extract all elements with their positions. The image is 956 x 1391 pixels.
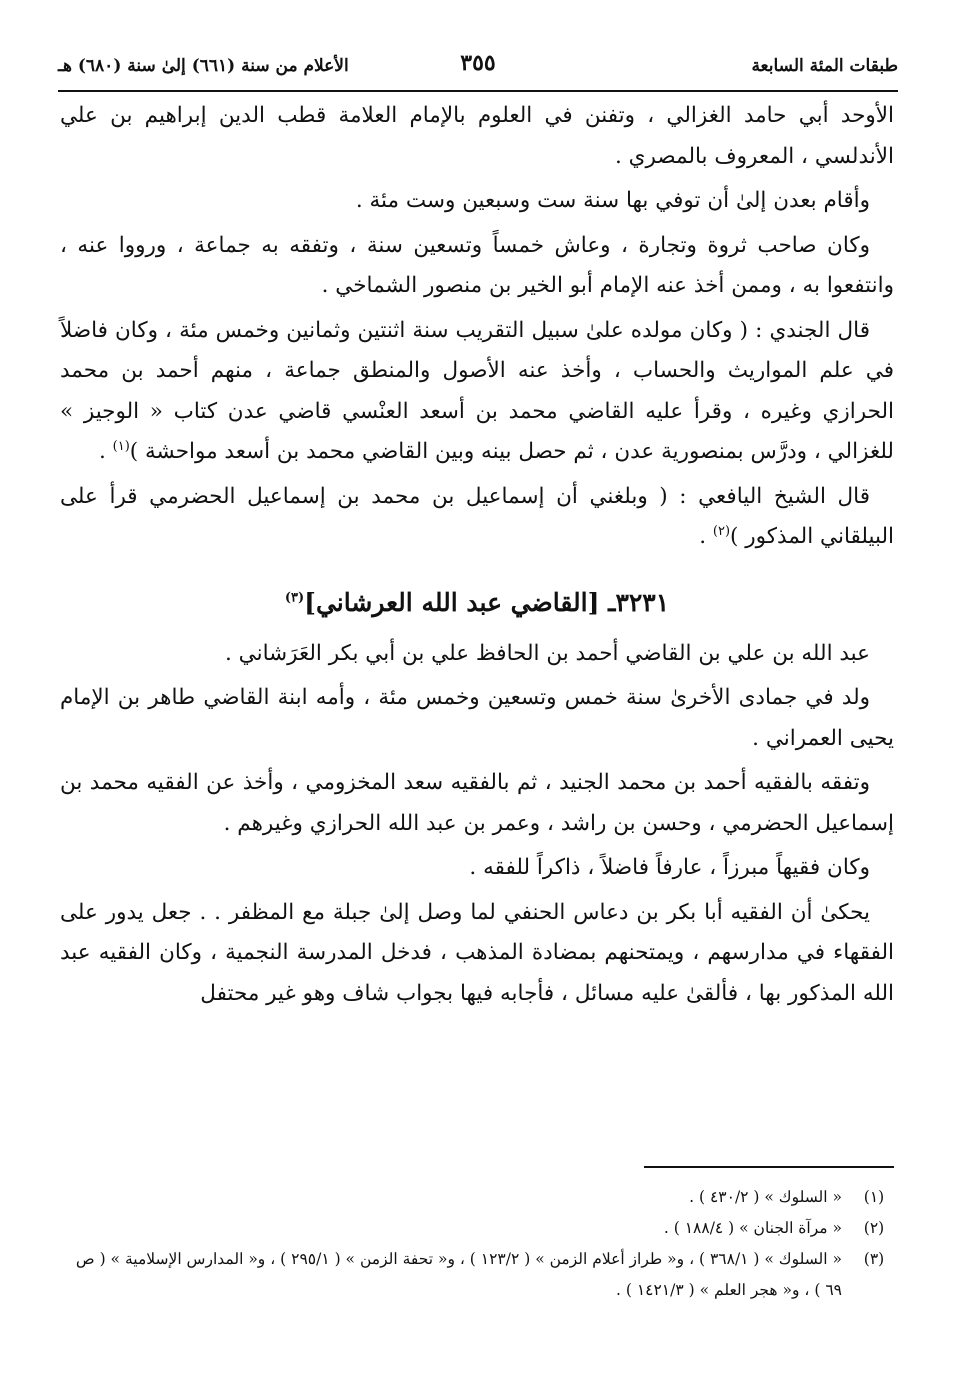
paragraph-1: الأوحد أبي حامد الغزالي ، وتفنن في العلوم بالإمام العلامة قطب الدين إبراهيم بن علي الأندلسي ، المعروف بالمصري . (60, 103, 894, 169)
page-number: ٣٥٥ (460, 50, 496, 76)
footnote-text: « السلوك » ( ٤٣٠/٢ ) . (689, 1188, 842, 1206)
paragraph-8: وتفقه بالفقيه أحمد بن محمد الجنيد ، ثم بالفقيه سعد المخزومي ، وأخذ عن الفقيه محمد بن إسماعيل الحضرمي ، وحسن بن راشد ، وعمر بن عبد الله الحرازي وغيرهم . (60, 770, 894, 836)
paragraph-4 (60, 311, 894, 473)
footnote-ref-3[interactable]: (٣) (284, 590, 305, 606)
header-range-title: الأعلام من سنة (٦٦١) إلىٰ سنة (٦٨٠) هـ (58, 56, 349, 76)
footnote-text: « السلوك » ( ٣٦٨/١ ) ، و« طراز أعلام الزمن » ( ١٢٣/٢ ) ، و« تحفة الزمن » ( ٢٩٥/١ ) ، و« المدارس الإسلامية » ( ص ٦٩ ) ، و« هجر العلم » ( ١٤٢١/٣ ) . (75, 1250, 842, 1299)
footnotes (58, 1182, 894, 1306)
paragraph-10: يحكىٰ أن الفقيه أبا بكر بن دعاس الحنفي لما وصل إلىٰ جبلة مع المظفر . . جعل يدور على الفقهاء في مدارسهم ، ويمتحنهم بمضادة المذهب ، فدخل المدرسة النجمية ، وكان الفقيه عبد الله المذكور بها ، فألقىٰ عليه مسائل ، فأجابه فيها بجواب شاف وهو غير محتفل (60, 899, 894, 1006)
footnote-divider (644, 1166, 894, 1168)
entry-heading (60, 584, 894, 622)
paragraph-7: ولد في جمادى الأخرىٰ سنة خمس وتسعين وخمس مئة ، وأمه ابنة القاضي طاهر بن الإمام يحيى العمراني . (60, 685, 894, 751)
paragraph-6: عبد الله بن علي بن القاضي أحمد بن الحافظ علي بن أبي بكر العَرَشاني . (225, 640, 870, 666)
paragraph-5-end: . (699, 524, 713, 549)
paragraph-5 (60, 477, 894, 558)
running-header (58, 50, 898, 92)
footnote-ref-2[interactable]: (٢) (712, 523, 731, 539)
footnote-number: (٢) (863, 1219, 885, 1237)
footnote-number: (١) (863, 1188, 885, 1206)
footnote-ref-1[interactable]: (١) (112, 438, 130, 454)
paragraph-5-text: قال الشيخ اليافعي : ( وبلغني أن إسماعيل بن محمد بن إسماعيل الحضرمي قرأ على البيلقاني المذكور ) (60, 483, 894, 549)
main-text (60, 96, 894, 1018)
entry-heading-text: ٣٢٣١ـ [القاضي عبد الله العرشاني] (304, 587, 670, 617)
footnote-1 (58, 1182, 894, 1213)
paragraph-4-text: قال الجندي : ( وكان مولده علىٰ سبيل التقريب سنة اثنتين وثمانين وخمس مئة ، وكان فاضلاً في علم المواريث والحساب ، وأخذ عنه الأصول والمنطق جماعة ، منهم أحمد بن محمد الحرازي وغيره ، وقرأ عليه القاضي محمد بن أسعد العنْسي قاضي عدن كتاب « الوجيز » للغزالي ، ودرَّس بمنصورية عدن ، ثم حصل بينه وبين القاضي محمد بن أسعد مواحشة ) (60, 317, 894, 464)
paragraph-9: وكان فقيهاً مبرزاً ، عارفاً فاضلاً ، ذاكراً للفقه . (469, 855, 870, 880)
footnote-text: « مرآة الجنان » ( ١٨٨/٤ ) . (663, 1219, 842, 1237)
footnote-number: (٣) (863, 1250, 885, 1268)
footnote-2 (58, 1213, 894, 1244)
footnote-3 (58, 1244, 894, 1306)
paragraph-3: وكان صاحب ثروة وتجارة ، وعاش خمساً وتسعين سنة ، وتفقه به جماعة ، ورووا عنه ، وانتفعوا به ، وممن أخذ عنه الإمام أبو الخير بن منصور الشماخي . (60, 232, 894, 298)
paragraph-2: وأقام بعدن إلىٰ أن توفي بها سنة ست وسبعين وست مئة . (355, 188, 870, 213)
header-section-title: طبقات المئة السابعة (751, 56, 898, 76)
paragraph-4-end: . (98, 439, 113, 464)
